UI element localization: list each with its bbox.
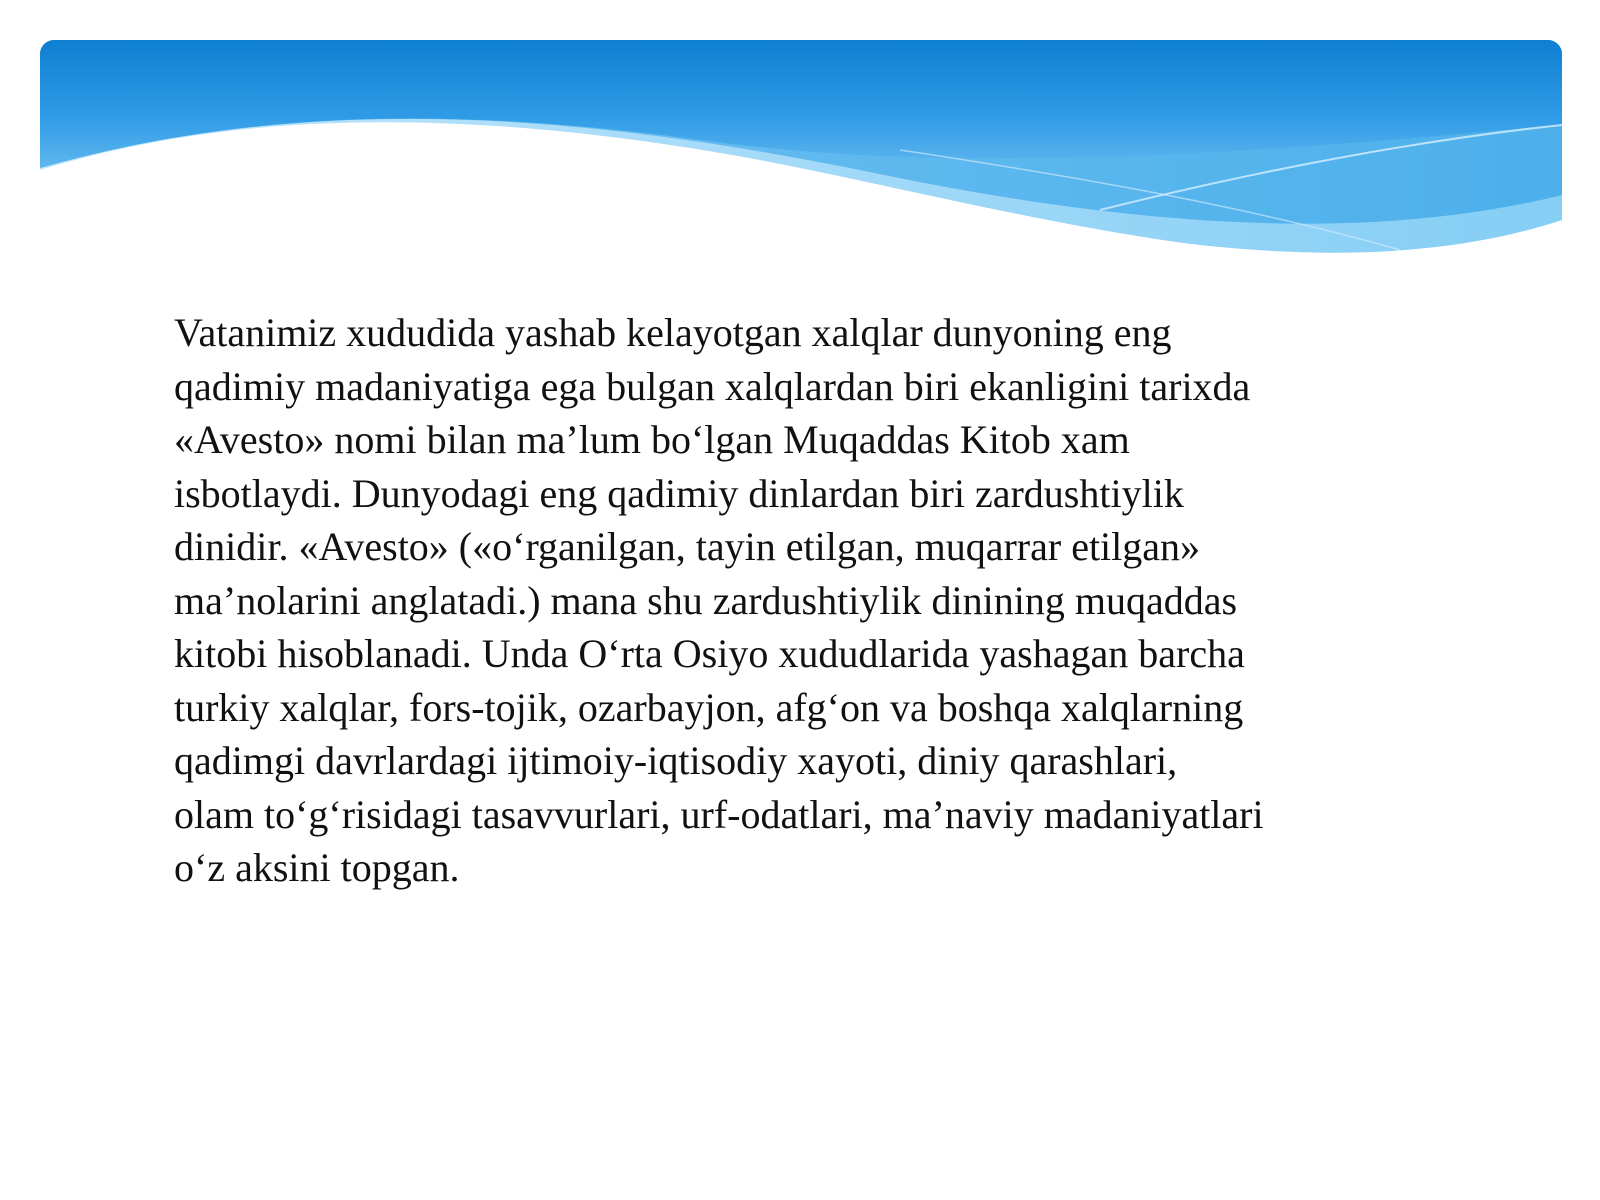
body-line: isbotlaydi. Dunyodagi eng qadimiy dinlardan biri zardushtiylik [174,470,1184,516]
body-line: ma’nolarini anglatadi.) mana shu zardushtiylik dinining muqaddas [174,577,1238,623]
body-paragraph [174,306,1434,895]
body-line: «Avesto» nomi bilan ma’lum bo‘lgan Muqaddas Kitob xam [174,417,1130,462]
body-line: Vatanimiz xududida yashab kelayotgan xalqlar dunyoning eng [174,310,1172,355]
body-line: qadimiy madaniyatiga ega bulgan xalqlardan biri ekanligini tarixda [174,363,1251,409]
body-line: olam to‘g‘risidagi tasavvurlari, urf-odatlari, ma’naviy madaniyatlari [174,791,1264,837]
body-line: qadimgi davrlardagi ijtimoiy-iqtisodiy xayoti, diniy qarashlari, [174,738,1178,783]
body-line: dinidir. «Avesto» («o‘rganilgan, tayin etilgan, muqarrar etilgan» [174,524,1201,569]
body-line: o‘z aksini topgan. [174,845,460,890]
body-line: turkiy xalqlar, fors-tojik, ozarbayjon, afg‘on va boshqa xalqlarning [174,684,1244,730]
body-line: kitobi hisoblanadi. Unda O‘rta Osiyo xududlarida yashagan barcha [174,631,1245,676]
wave-banner-decoration [0,0,1600,300]
